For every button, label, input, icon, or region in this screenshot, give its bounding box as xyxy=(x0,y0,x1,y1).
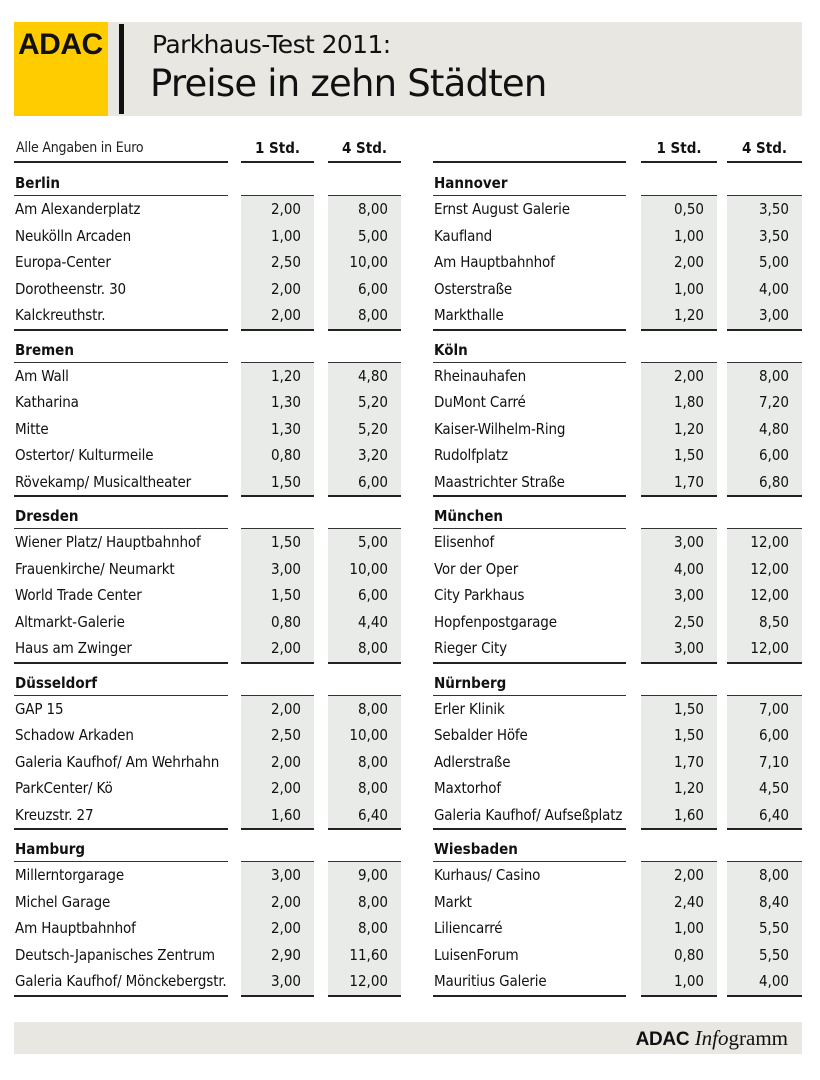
city-rows xyxy=(14,529,406,662)
city-rows xyxy=(433,862,805,995)
price-4h: 10,00 xyxy=(349,726,388,744)
table-row xyxy=(433,196,805,223)
table-row xyxy=(14,968,406,995)
garage-name: ParkCenter/ Kö xyxy=(15,779,113,797)
garage-name: Kalckreuthstr. xyxy=(15,306,106,324)
table-row xyxy=(433,942,805,969)
city-heading-row xyxy=(433,329,805,363)
garage-name: Sebalder Höfe xyxy=(434,726,528,744)
price-4h: 8,00 xyxy=(357,752,388,771)
garage-name: Liliencarré xyxy=(434,919,503,937)
garage-name: Mauritius Galerie xyxy=(434,972,547,990)
page-title: Parkhaus-Test 2011: xyxy=(152,30,391,59)
price-4h: 8,00 xyxy=(357,306,388,324)
city-group xyxy=(14,162,406,329)
table-row xyxy=(14,442,406,469)
footer-brand-info: Info xyxy=(694,1026,729,1050)
garage-name: Markt xyxy=(434,892,472,911)
price-4h: 12,00 xyxy=(750,533,789,551)
city-rows xyxy=(433,196,805,329)
city-group xyxy=(433,162,805,329)
city-group xyxy=(14,828,406,995)
price-4h: 4,40 xyxy=(357,612,388,631)
price-4h: 8,00 xyxy=(357,919,388,937)
price-1h: 1,20 xyxy=(673,306,704,324)
left-table-column xyxy=(14,132,406,995)
table-row xyxy=(14,889,406,916)
price-4h: 4,80 xyxy=(758,419,789,438)
price-1h: 2,00 xyxy=(270,306,301,324)
currency-note: Alle Angaben in Euro xyxy=(16,140,144,156)
city-group xyxy=(433,662,805,829)
header-banner xyxy=(14,22,802,116)
price-4h: 8,50 xyxy=(758,612,789,631)
garage-name: Rövekamp/ Musicaltheater xyxy=(15,472,191,491)
price-1h: 1,60 xyxy=(270,805,301,824)
adac-logo xyxy=(14,22,108,116)
table-row xyxy=(433,696,805,723)
price-1h: 2,40 xyxy=(673,892,704,911)
table-row xyxy=(14,749,406,776)
price-1h: 1,00 xyxy=(673,279,704,298)
city-rows xyxy=(433,363,805,496)
group-rule xyxy=(241,995,314,997)
price-1h: 1,50 xyxy=(673,699,704,718)
table-row xyxy=(14,775,406,802)
header-divider xyxy=(119,24,124,114)
city-heading-row xyxy=(14,662,406,696)
garage-name: Am Hauptbahnhof xyxy=(434,253,555,271)
price-1h: 1,50 xyxy=(270,586,301,604)
column-header-1h: 1 Std. xyxy=(254,139,301,157)
city-name: Bremen xyxy=(15,340,74,359)
city-heading-row xyxy=(433,495,805,529)
price-4h: 10,00 xyxy=(349,253,388,271)
table-row xyxy=(14,416,406,443)
price-1h: 1,30 xyxy=(270,393,301,411)
garage-name: Am Wall xyxy=(15,366,69,385)
table-row xyxy=(14,635,406,662)
price-1h: 1,20 xyxy=(673,419,704,438)
price-4h: 4,00 xyxy=(758,972,789,990)
table-row xyxy=(433,609,805,636)
city-name: Dresden xyxy=(15,507,79,525)
price-4h: 11,60 xyxy=(349,945,388,964)
footer-brand-gramm: gramm xyxy=(728,1026,788,1050)
city-name: Wiesbaden xyxy=(434,840,518,858)
price-4h: 6,40 xyxy=(758,805,789,824)
table-row xyxy=(433,749,805,776)
garage-name: Kaufland xyxy=(434,226,493,245)
garage-name: Frauenkirche/ Neumarkt xyxy=(15,559,175,578)
table-row xyxy=(14,942,406,969)
price-4h: 5,00 xyxy=(758,253,789,271)
table-row xyxy=(433,582,805,609)
price-4h: 5,20 xyxy=(357,419,388,438)
price-4h: 8,00 xyxy=(357,892,388,911)
price-4h: 3,50 xyxy=(758,200,789,218)
group-rule xyxy=(641,995,717,997)
price-4h: 6,80 xyxy=(758,472,789,491)
garage-name: LuisenForum xyxy=(434,945,519,964)
city-name: Düsseldorf xyxy=(15,673,98,692)
price-1h: 2,00 xyxy=(270,752,301,771)
table-row xyxy=(433,722,805,749)
price-4h: 6,40 xyxy=(357,805,388,824)
city-rows xyxy=(433,529,805,662)
table-row xyxy=(433,469,805,496)
price-1h: 1,30 xyxy=(270,419,301,438)
garage-name: Galeria Kaufhof/ Mönckebergstr. xyxy=(15,972,227,990)
price-1h: 2,00 xyxy=(270,919,301,937)
table-row xyxy=(14,363,406,390)
column-header-4h: 4 Std. xyxy=(741,139,788,157)
garage-name: Europa-Center xyxy=(15,253,111,271)
garage-name: Maastrichter Straße xyxy=(434,472,565,491)
garage-name: Elisenhof xyxy=(434,533,495,551)
price-4h: 8,00 xyxy=(357,699,388,718)
garage-name: Am Hauptbahnhof xyxy=(15,919,136,937)
price-1h: 2,90 xyxy=(270,945,301,964)
garage-name: Rheinauhafen xyxy=(434,366,526,385)
logo-text: ADAC xyxy=(18,28,103,61)
price-4h: 7,20 xyxy=(758,393,789,411)
city-heading-row xyxy=(433,162,805,196)
garage-name: Millerntorgarage xyxy=(15,866,124,884)
price-1h: 1,70 xyxy=(673,472,704,491)
table-row xyxy=(433,862,805,889)
price-4h: 5,20 xyxy=(357,393,388,411)
city-heading-row xyxy=(433,662,805,696)
garage-name: Markthalle xyxy=(434,306,504,324)
garage-name: Neukölln Arcaden xyxy=(15,226,131,245)
garage-name: Kaiser-Wilhelm-Ring xyxy=(434,419,566,438)
table-row xyxy=(433,223,805,250)
price-4h: 3,50 xyxy=(758,226,789,245)
garage-name: Altmarkt-Galerie xyxy=(15,612,125,631)
city-heading-row xyxy=(14,329,406,363)
city-heading-row xyxy=(14,495,406,529)
garage-name: Erler Klinik xyxy=(434,699,505,718)
city-group xyxy=(14,329,406,496)
garage-name: World Trade Center xyxy=(15,586,142,604)
garage-name: Ostertor/ Kulturmeile xyxy=(15,446,154,464)
table-row xyxy=(433,915,805,942)
price-4h: 8,40 xyxy=(758,892,789,911)
table-row xyxy=(433,529,805,556)
table-row xyxy=(433,968,805,995)
city-name: Hannover xyxy=(434,174,508,192)
table-row xyxy=(433,442,805,469)
price-1h: 3,00 xyxy=(270,559,301,578)
price-1h: 1,80 xyxy=(673,393,704,411)
group-rule xyxy=(328,995,401,997)
price-4h: 5,50 xyxy=(758,945,789,964)
city-group xyxy=(14,662,406,829)
table-row xyxy=(433,416,805,443)
price-1h: 1,50 xyxy=(270,472,301,491)
price-4h: 4,80 xyxy=(357,366,388,385)
price-4h: 8,00 xyxy=(357,639,388,657)
price-1h: 1,50 xyxy=(673,446,704,464)
price-4h: 9,00 xyxy=(357,866,388,884)
table-row xyxy=(433,389,805,416)
garage-name: GAP 15 xyxy=(15,699,64,718)
infogramm-brand xyxy=(636,1026,788,1051)
column-header-4h: 4 Std. xyxy=(341,139,388,157)
group-rule xyxy=(433,995,626,997)
price-4h: 3,00 xyxy=(758,306,789,324)
city-group xyxy=(433,329,805,496)
city-name: Köln xyxy=(434,340,468,359)
price-1h: 1,60 xyxy=(673,805,704,824)
price-4h: 6,00 xyxy=(758,446,789,464)
price-4h: 8,00 xyxy=(758,866,789,884)
price-4h: 10,00 xyxy=(349,559,388,578)
group-rule xyxy=(14,995,228,997)
price-4h: 8,00 xyxy=(758,366,789,385)
group-rule xyxy=(727,995,802,997)
garage-name: City Parkhaus xyxy=(434,586,525,604)
garage-name: Schadow Arkaden xyxy=(15,726,134,744)
price-4h: 5,00 xyxy=(357,226,388,245)
table-row xyxy=(14,196,406,223)
city-group xyxy=(433,828,805,995)
price-4h: 6,00 xyxy=(357,279,388,298)
city-rows xyxy=(433,696,805,829)
city-group xyxy=(433,495,805,662)
price-1h: 2,00 xyxy=(673,866,704,884)
table-header xyxy=(433,132,805,162)
table-row xyxy=(433,249,805,276)
price-4h: 6,00 xyxy=(357,472,388,491)
table-row xyxy=(14,302,406,329)
table-row xyxy=(433,802,805,829)
city-group xyxy=(14,495,406,662)
garage-name: Ernst August Galerie xyxy=(434,200,570,218)
city-heading-row xyxy=(14,162,406,196)
garage-name: Am Alexanderplatz xyxy=(15,200,141,218)
price-4h: 7,10 xyxy=(758,752,789,771)
city-rows xyxy=(14,196,406,329)
table-row xyxy=(14,223,406,250)
price-1h: 2,00 xyxy=(673,253,704,271)
price-4h: 5,50 xyxy=(758,919,789,937)
table-row xyxy=(14,249,406,276)
garage-name: Rieger City xyxy=(434,639,507,657)
price-4h: 4,50 xyxy=(758,779,789,797)
price-4h: 4,00 xyxy=(758,279,789,298)
price-1h: 2,50 xyxy=(270,726,301,744)
city-rows xyxy=(14,696,406,829)
price-4h: 12,00 xyxy=(750,559,789,578)
price-4h: 12,00 xyxy=(349,972,388,990)
footer-banner xyxy=(14,1022,802,1054)
page-subtitle: Preise in zehn Städten xyxy=(150,62,547,105)
garage-name: Katharina xyxy=(15,393,79,411)
table-row xyxy=(14,469,406,496)
table-header xyxy=(14,132,406,162)
garage-name: Michel Garage xyxy=(15,892,111,911)
price-1h: 1,00 xyxy=(673,972,704,990)
price-1h: 3,00 xyxy=(270,866,301,884)
price-1h: 1,00 xyxy=(673,919,704,937)
city-name: München xyxy=(434,507,504,525)
city-name: Nürnberg xyxy=(434,673,507,692)
garage-name: Dorotheenstr. 30 xyxy=(15,279,126,298)
price-4h: 12,00 xyxy=(750,639,789,657)
garage-name: Osterstraße xyxy=(434,279,513,298)
garage-name: Adlerstraße xyxy=(434,752,511,771)
price-1h: 2,50 xyxy=(673,612,704,631)
table-row xyxy=(14,389,406,416)
price-4h: 3,20 xyxy=(357,446,388,464)
table-row xyxy=(14,915,406,942)
table-row xyxy=(433,276,805,303)
price-1h: 2,00 xyxy=(270,892,301,911)
city-heading-row xyxy=(433,828,805,862)
table-row xyxy=(14,696,406,723)
price-1h: 0,80 xyxy=(270,612,301,631)
city-rows xyxy=(14,862,406,995)
city-name: Berlin xyxy=(15,174,60,192)
price-1h: 2,50 xyxy=(270,253,301,271)
garage-name: Galeria Kaufhof/ Am Wehrhahn xyxy=(15,752,220,771)
garage-name: Kurhaus/ Casino xyxy=(434,866,541,884)
table-row xyxy=(14,722,406,749)
table-row xyxy=(433,556,805,583)
city-name: Hamburg xyxy=(15,840,86,858)
garage-name: Kreuzstr. 27 xyxy=(15,805,94,824)
table-row xyxy=(433,302,805,329)
table-row xyxy=(433,889,805,916)
price-1h: 3,00 xyxy=(270,972,301,990)
price-1h: 3,00 xyxy=(673,533,704,551)
price-1h: 4,00 xyxy=(673,559,704,578)
garage-name: Hopfenpostgarage xyxy=(434,612,557,631)
price-1h: 2,00 xyxy=(270,779,301,797)
table-row xyxy=(433,363,805,390)
price-1h: 0,50 xyxy=(673,200,704,218)
table-row xyxy=(14,609,406,636)
price-4h: 6,00 xyxy=(357,586,388,604)
garage-name: Haus am Zwinger xyxy=(15,639,132,657)
right-table-column xyxy=(433,132,805,995)
table-row xyxy=(14,862,406,889)
garage-name: Vor der Oper xyxy=(434,559,519,578)
price-1h: 3,00 xyxy=(673,639,704,657)
price-1h: 3,00 xyxy=(673,586,704,604)
garage-name: DuMont Carré xyxy=(434,393,526,411)
table-row xyxy=(14,802,406,829)
price-1h: 0,80 xyxy=(270,446,301,464)
price-1h: 1,20 xyxy=(270,366,301,385)
price-4h: 8,00 xyxy=(357,200,388,218)
garage-name: Wiener Platz/ Hauptbahnhof xyxy=(15,533,201,551)
price-4h: 6,00 xyxy=(758,726,789,744)
city-rows xyxy=(14,363,406,496)
price-4h: 5,00 xyxy=(357,533,388,551)
price-4h: 7,00 xyxy=(758,699,789,718)
price-1h: 0,80 xyxy=(673,945,704,964)
garage-name: Rudolfplatz xyxy=(434,446,508,464)
table-row xyxy=(14,582,406,609)
table-row xyxy=(14,556,406,583)
footer-brand-adac: ADAC xyxy=(635,1029,690,1050)
column-header-1h: 1 Std. xyxy=(656,139,702,157)
price-1h: 2,00 xyxy=(270,699,301,718)
garage-name: Deutsch-Japanisches Zentrum xyxy=(15,945,215,964)
price-1h: 1,20 xyxy=(673,779,704,797)
price-4h: 12,00 xyxy=(750,586,789,604)
price-1h: 2,00 xyxy=(270,200,301,218)
price-4h: 8,00 xyxy=(357,779,388,797)
garage-name: Mitte xyxy=(15,419,49,438)
table-row xyxy=(433,635,805,662)
price-1h: 1,70 xyxy=(673,752,704,771)
table-row xyxy=(14,276,406,303)
price-1h: 2,00 xyxy=(270,279,301,298)
price-1h: 1,50 xyxy=(270,533,301,551)
price-1h: 2,00 xyxy=(673,366,704,385)
garage-name: Galeria Kaufhof/ Aufseßplatz xyxy=(434,805,623,824)
table-row xyxy=(14,529,406,556)
price-1h: 1,00 xyxy=(270,226,301,245)
price-1h: 1,00 xyxy=(673,226,704,245)
price-1h: 2,00 xyxy=(270,639,301,657)
price-1h: 1,50 xyxy=(673,726,704,744)
garage-name: Maxtorhof xyxy=(434,779,501,797)
table-row xyxy=(433,775,805,802)
city-heading-row xyxy=(14,828,406,862)
